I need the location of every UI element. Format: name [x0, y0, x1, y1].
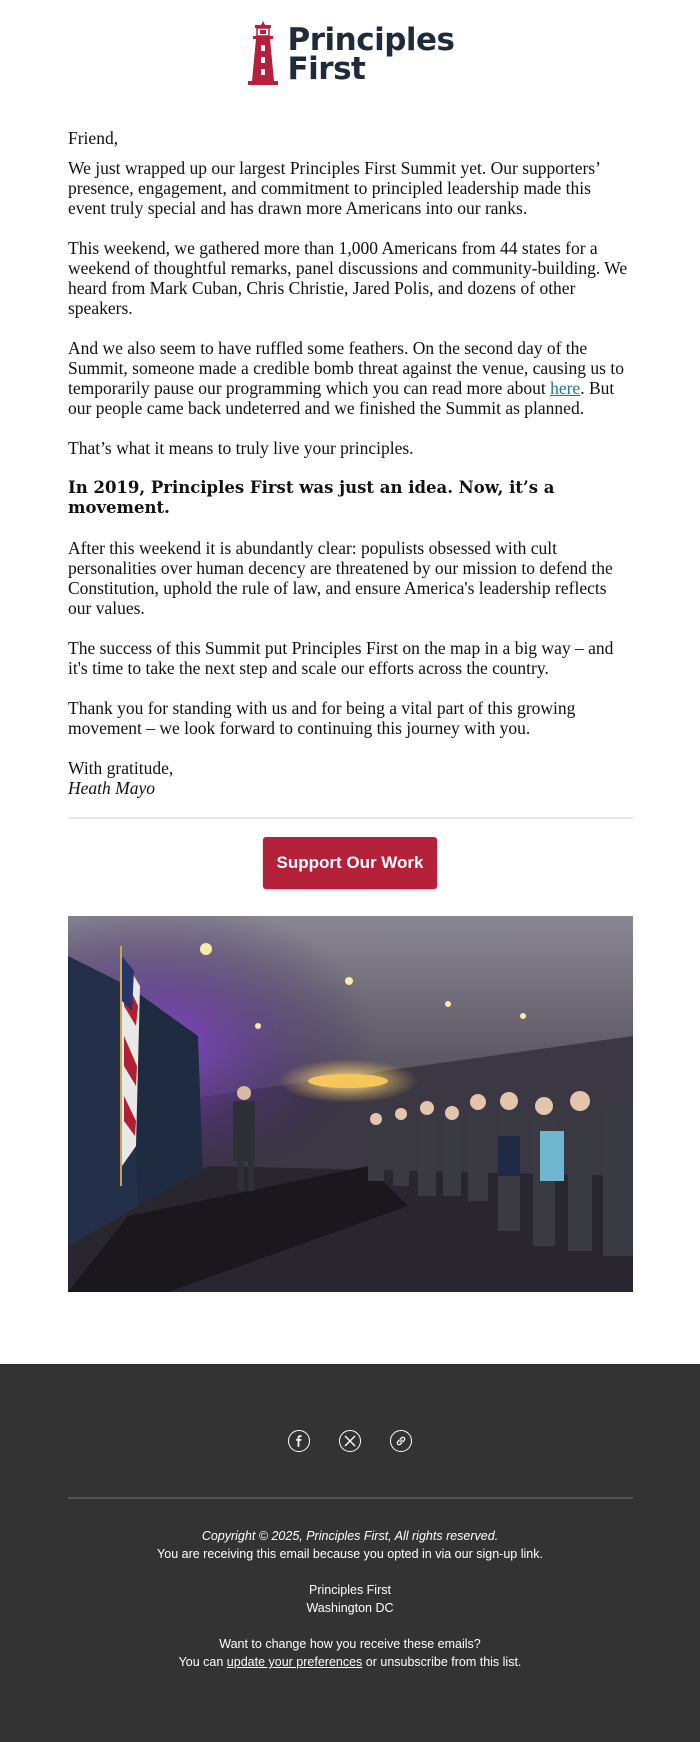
content-divider [68, 817, 633, 819]
footer [0, 1364, 700, 1742]
facebook-icon[interactable] [288, 1430, 310, 1452]
brand-name-line2: First [287, 51, 366, 87]
highlight-paragraph: In 2019, Principles First was just an idea. Now, it’s a movement. [68, 478, 555, 517]
preferences-text-a: You can [178, 1655, 227, 1669]
preferences-text-b: or unsubscribe from this list. [362, 1655, 522, 1669]
letter-body [68, 128, 633, 798]
opt-in-notice: You are receiving this email because you opted in via our sign-up link. [157, 1547, 543, 1561]
paragraph-7: The success of this Summit put Principles First on the map in a big way – and it's time to take the next step and scale our efforts across the country. [68, 638, 614, 678]
copyright: Copyright © 2025, Principles First, All rights reserved. [201, 1529, 499, 1543]
support-our-work-button[interactable]: Support Our Work [263, 837, 437, 889]
brand-name [287, 22, 455, 87]
brand-name-line1: Principles [287, 22, 455, 58]
update-preferences-link[interactable]: update your preferences [226, 1655, 363, 1669]
paragraph-2: This weekend, we gathered more than 1,000 Americans from 44 states for a weekend of thoughtful remarks, panel discussions and community-building. We heard from Mark Cuban, Chris Christie, Jared Polis, and dozens of other speakers. [68, 238, 628, 318]
signature: Heath Mayo [68, 778, 155, 798]
paragraph-3-text-b: . But our people came back undeterred and we finished the Summit as planned. [68, 378, 615, 418]
preferences-question: Want to change how you receive these emails? [219, 1637, 481, 1651]
social-links [0, 1430, 700, 1452]
org-name: Principles First [309, 1583, 391, 1597]
paragraph-4: That’s what it means to truly live your principles. [68, 438, 414, 458]
lighthouse-icon [246, 19, 280, 91]
paragraph-6: After this weekend it is abundantly clear: populists obsessed with cult personalities over human decency are threatened by our mission to defend the Constitution, uphold the rule of law, and ensure America's leadership reflects our values. [68, 538, 613, 618]
footer-divider [68, 1497, 633, 1499]
header-logo[interactable] [0, 20, 700, 90]
paragraph-8: Thank you for standing with us and for being a vital part of this growing movement – we look forward to continuing this journey with you. [68, 698, 576, 738]
preferences-line [0, 1653, 700, 1671]
closing: With gratitude, [68, 758, 174, 778]
link-icon[interactable] [390, 1430, 412, 1452]
here-link[interactable]: here [550, 378, 581, 398]
greeting: Friend, [68, 128, 119, 148]
paragraph-3 [68, 338, 633, 418]
x-icon[interactable] [339, 1430, 361, 1452]
paragraph-1: We just wrapped up our largest Principles First Summit yet. Our supporters’ presence, engagement, and commitment to principled leadership made this event truly special and has drawn more Americans into our ranks. [68, 158, 600, 218]
paragraph-3-text-a: And we also seem to have ruffled some feathers. On the second day of the Summit, someone made a credible bomb threat against the venue, causing us to temporarily pause our programming which you can read more about [68, 338, 624, 398]
footer-text [0, 1527, 700, 1671]
summit-photo [68, 916, 633, 1292]
org-location: Washington DC [306, 1601, 394, 1615]
